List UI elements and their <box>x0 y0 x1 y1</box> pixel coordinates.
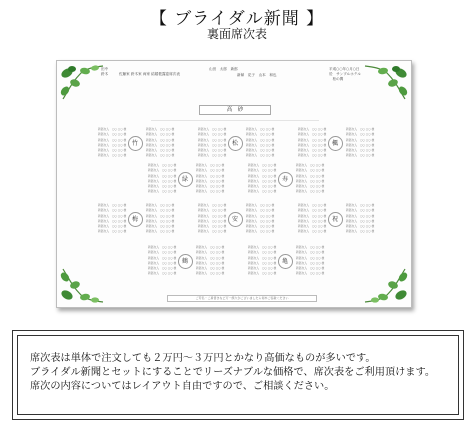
guest-entry: 新郎友人 ○○ ○○ 様 <box>146 203 175 207</box>
guest-entry: 新郎友人 ○○ ○○ 様 <box>198 153 227 158</box>
guest-entry: 新郎友人 ○○ ○○ 様 <box>296 255 325 260</box>
guest-entry: 新郎友人 ○○ ○○ 様 <box>346 218 375 223</box>
guest-entry: 新郎友人 ○○ ○○ 様 <box>248 189 277 194</box>
table-iwai: 祝 <box>328 212 343 227</box>
center-header: 山田 太郎 新郎 <box>209 67 238 71</box>
table-kaede: 楓 <box>328 136 343 151</box>
guest-column <box>198 203 226 235</box>
guest-entry: 新郎友人 ○○ ○○ 様 <box>146 148 175 153</box>
guest-column <box>246 203 274 235</box>
guest-entry: 新郎友人 ○○ ○○ 様 <box>98 132 127 137</box>
guest-entry: 新郎友人 ○○ ○○ 様 <box>246 127 275 131</box>
guest-entry: 新郎友人 ○○ ○○ 様 <box>148 168 177 173</box>
guest-entry: 新郎友人 ○○ ○○ 様 <box>298 203 327 207</box>
guest-entry: 新郎友人 ○○ ○○ 様 <box>296 189 325 194</box>
guest-entry: 新郎友人 ○○ ○○ 様 <box>98 127 127 131</box>
guest-entry: 新郎友人 ○○ ○○ 様 <box>298 224 327 229</box>
right-header <box>329 67 361 82</box>
guest-entry: 新郎友人 ○○ ○○ 様 <box>346 213 375 218</box>
guest-entry: 新郎友人 ○○ ○○ 様 <box>248 168 277 173</box>
guest-entry: 新郎友人 ○○ ○○ 様 <box>148 163 177 167</box>
guest-column <box>296 245 324 277</box>
guest-entry: 新郎友人 ○○ ○○ 様 <box>346 208 375 213</box>
guest-entry: 新郎友人 ○○ ○○ 様 <box>198 218 227 223</box>
guest-entry: 新郎友人 ○○ ○○ 様 <box>148 245 177 249</box>
info-line: 席次表は単体で注文しても２万円〜３万円とかなり高価なものが多いです。 <box>30 353 376 364</box>
guest-entry: 新郎友人 ○○ ○○ 様 <box>146 153 175 158</box>
guest-entry: 新郎友人 ○○ ○○ 様 <box>346 229 375 234</box>
guest-entry: 新郎友人 ○○ ○○ 様 <box>248 266 277 271</box>
guest-entry: 新郎友人 ○○ ○○ 様 <box>296 178 325 183</box>
seating-chart-card: 田中 鈴木 佐藤家 鈴木家 両家 結婚披露宴席次表 山田 太郎 新郎 新婦 花子 山本 和也 平成○○年○月○日 於 サンプルホテル 松の間 高 砂 竹 新郎友人 ○○ ○○ 様 新郎友人 ○○ ○○ 様 新郎友人 ○○ ○○ 様 新郎友人 ○○ ○○ 様 新郎友人 ○○ ○○ 様 新郎友人 ○○ ○○ 様 新郎友人 ○○ ○○ 様 新郎友人 ○○ ○○ 様 新郎友人 ○○ ○○ 様 新郎友人 ○○ ○○ 様 新郎友人 ○○ ○○ 様 新郎友人 ○○ ○○ 様 松 新郎友人 ○○ ○○ 様 新郎友人 ○○ ○○ 様 新郎友人 ○○ ○○ 様 新郎友人 ○○ ○○ 様 新郎友人 ○○ ○○ 様 新郎友人 ○○ ○○ 様 新郎友人 ○○ ○○ 様 新郎友人 ○○ ○○ 様 新郎友人 ○○ ○○ 様 新郎友人 ○○ ○○ 様 新郎友人 ○○ ○○ 様 新郎友人 ○○ ○○ 様 楓 新郎友人 ○○ ○○ 様 新郎友人 ○○ ○○ 様 新郎友人 ○○ ○○ 様 新郎友人 ○○ ○○ 様 新郎友人 ○○ ○○ 様 新郎友人 ○○ ○○ 様 新郎友人 ○○ ○○ 様 新郎友人 ○○ ○○ 様 新郎友人 ○○ ○○ 様 新郎友人 ○○ ○○ 様 新郎友人 ○○ ○○ 様 新郎友人 ○○ ○○ 様 緑 新郎友人 ○○ ○○ 様 新郎友人 ○○ ○○ 様 新郎友人 ○○ ○○ 様 新郎友人 ○○ ○○ 様 新郎友人 ○○ ○○ 様 新郎友人 ○○ ○○ 様 新郎友人 ○○ ○○ 様 新郎友人 ○○ ○○ 様 新郎友人 ○○ ○○ 様 新郎友人 ○○ ○○ 様 新郎友人 ○○ ○○ 様 新郎友人 ○○ ○○ 様 寿 新郎友人 ○○ ○○ 様 新郎友人 ○○ ○○ 様 新郎友人 ○○ ○○ 様 新郎友人 ○○ ○○ 様 新郎友人 ○○ ○○ 様 新郎友人 ○○ ○○ 様 新郎友人 ○○ ○○ 様 新郎友人 ○○ ○○ 様 新郎友人 ○○ ○○ 様 新郎友人 ○○ ○○ 様 新郎友人 ○○ ○○ 様 新郎友人 ○○ ○○ 様 梅 新郎友人 ○○ ○○ 様 新郎友人 ○○ ○○ 様 新郎友人 ○○ ○○ 様 新郎友人 ○○ ○○ 様 新郎友人 ○○ ○○ 様 新郎友人 ○○ ○○ 様 新郎友人 ○○ ○○ 様 新郎友人 ○○ ○○ 様 新郎友人 ○○ ○○ 様 新郎友人 ○○ ○○ 様 新郎友人 ○○ ○○ 様 新郎友人 ○○ ○○ 様 安 新郎友人 ○○ ○○ 様 新郎友人 ○○ ○○ 様 新郎友人 ○○ ○○ 様 新郎友人 ○○ ○○ 様 新郎友人 ○○ ○○ 様 新郎友人 ○○ ○○ 様 新郎友人 ○○ ○○ 様 新郎友人 ○○ ○○ 様 新郎友人 ○○ ○○ 様 新郎友人 ○○ ○○ 様 新郎友人 ○○ ○○ 様 新郎友人 ○○ ○○ 様 祝 新郎友人 ○○ ○○ 様 新郎友人 ○○ ○○ 様 新郎友人 ○○ ○○ 様 新郎友人 ○○ ○○ 様 新郎友人 ○○ ○○ 様 新郎友人 ○○ ○○ 様 新郎友人 ○○ ○○ 様 新郎友人 ○○ ○○ 様 新郎友人 ○○ ○○ 様 新郎友人 ○○ ○○ 様 新郎友人 ○○ ○○ 様 新郎友人 ○○ ○○ 様 鶴 新郎友人 ○○ ○○ 様 新郎友人 ○○ ○○ 様 新郎友人 ○○ ○○ 様 新郎友人 ○○ ○○ 様 新郎友人 ○○ ○○ 様 新郎友人 ○○ ○○ 様 新郎友人 ○○ ○○ 様 新郎友人 ○○ ○○ 様 新郎友人 ○○ ○○ 様 新郎友人 ○○ ○○ 様 新郎友人 ○○ ○○ 様 新郎友人 ○○ ○○ 様 亀 新郎友人 ○○ ○○ 様 新郎友人 ○○ ○○ 様 新郎友人 ○○ ○○ 様 新郎友人 ○○ ○○ 様 新郎友人 ○○ ○○ 様 新郎友人 ○○ ○○ 様 新郎友人 ○○ ○○ 様 新郎友人 ○○ ○○ 様 新郎友人 ○○ ○○ 様 新郎友人 ○○ ○○ 様 新郎友人 ○○ ○○ 様 新郎友人 ○○ ○○ 様 ご芳名・ご肩書きなど万一誤りがございましたら何卒ご容赦ください <box>56 60 412 308</box>
guest-entry: 新郎友人 ○○ ○○ 様 <box>196 189 225 194</box>
guest-entry: 新郎友人 ○○ ○○ 様 <box>346 224 375 229</box>
head-table-guest-row <box>151 119 319 122</box>
info-box <box>12 330 464 420</box>
table-tsuru: 鶴 <box>178 254 193 269</box>
guest-entry: 新郎友人 ○○ ○○ 様 <box>346 153 375 158</box>
guest-entry: 新郎友人 ○○ ○○ 様 <box>196 260 225 265</box>
guest-entry: 新郎友人 ○○ ○○ 様 <box>98 208 127 213</box>
guest-entry: 新郎友人 ○○ ○○ 様 <box>346 132 375 137</box>
guest-column <box>346 203 374 235</box>
guest-entry: 新郎友人 ○○ ○○ 様 <box>298 137 327 142</box>
guest-column <box>148 163 176 195</box>
guest-entry: 新郎友人 ○○ ○○ 様 <box>146 213 175 218</box>
guest-entry: 新郎友人 ○○ ○○ 様 <box>146 132 175 137</box>
guest-entry: 新郎友人 ○○ ○○ 様 <box>246 142 275 147</box>
guest-entry: 新郎友人 ○○ ○○ 様 <box>198 208 227 213</box>
info-line: 席次の内容についてはレイアウト自由ですので、ご相談ください。 <box>30 381 335 392</box>
guest-entry: 新郎友人 ○○ ○○ 様 <box>98 224 127 229</box>
info-inner <box>17 335 459 415</box>
guest-entry: 新郎友人 ○○ ○○ 様 <box>248 250 277 255</box>
guest-entry: 新郎友人 ○○ ○○ 様 <box>148 173 177 178</box>
guest-entry: 新郎友人 ○○ ○○ 様 <box>146 137 175 142</box>
guest-entry: 新郎友人 ○○ ○○ 様 <box>298 153 327 158</box>
guest-entry: 新郎友人 ○○ ○○ 様 <box>196 266 225 271</box>
guest-entry: 新郎友人 ○○ ○○ 様 <box>296 245 325 249</box>
guest-entry: 新郎友人 ○○ ○○ 様 <box>146 218 175 223</box>
guest-column <box>98 127 126 159</box>
guest-entry: 新郎友人 ○○ ○○ 様 <box>196 250 225 255</box>
guest-entry: 新郎友人 ○○ ○○ 様 <box>148 189 177 194</box>
guest-entry: 新郎友人 ○○ ○○ 様 <box>146 208 175 213</box>
ivy-vine-icon <box>59 265 105 305</box>
guest-column <box>148 245 176 277</box>
guest-column <box>246 127 274 159</box>
guest-entry: 新郎友人 ○○ ○○ 様 <box>248 245 277 249</box>
guest-entry: 新郎友人 ○○ ○○ 様 <box>296 250 325 255</box>
guest-entry: 新郎友人 ○○ ○○ 様 <box>98 229 127 234</box>
guest-entry: 新郎友人 ○○ ○○ 様 <box>196 271 225 276</box>
guest-entry: 新郎友人 ○○ ○○ 様 <box>296 173 325 178</box>
guest-entry: 新郎友人 ○○ ○○ 様 <box>248 271 277 276</box>
guest-entry: 新郎友人 ○○ ○○ 様 <box>98 137 127 142</box>
guest-column <box>346 127 374 159</box>
guest-entry: 新郎友人 ○○ ○○ 様 <box>98 213 127 218</box>
guest-entry: 新郎友人 ○○ ○○ 様 <box>298 142 327 147</box>
guest-entry: 新郎友人 ○○ ○○ 様 <box>198 127 227 131</box>
guest-entry: 新郎友人 ○○ ○○ 様 <box>198 224 227 229</box>
guest-entry: 新郎友人 ○○ ○○ 様 <box>346 142 375 147</box>
guest-column <box>298 203 326 235</box>
guest-entry: 新郎友人 ○○ ○○ 様 <box>296 271 325 276</box>
guest-entry: 新郎友人 ○○ ○○ 様 <box>198 148 227 153</box>
guest-column <box>298 127 326 159</box>
guest-column <box>98 203 126 235</box>
guest-entry: 新郎友人 ○○ ○○ 様 <box>196 168 225 173</box>
table-ume: 梅 <box>128 212 143 227</box>
guest-entry: 新郎友人 ○○ ○○ 様 <box>98 148 127 153</box>
guest-entry: 新郎友人 ○○ ○○ 様 <box>198 132 227 137</box>
guest-entry: 新郎友人 ○○ ○○ 様 <box>148 255 177 260</box>
guest-column <box>248 163 276 195</box>
guest-entry: 新郎友人 ○○ ○○ 様 <box>98 218 127 223</box>
head-table: 高 砂 <box>199 105 271 115</box>
guest-column <box>198 127 226 159</box>
footnote: ご芳名・ご肩書きなど万一誤りがございましたら何卒ご容赦ください <box>167 295 317 302</box>
guest-entry: 新郎友人 ○○ ○○ 様 <box>148 178 177 183</box>
guest-entry: 新郎友人 ○○ ○○ 様 <box>196 163 225 167</box>
guest-entry: 新郎友人 ○○ ○○ 様 <box>198 203 227 207</box>
page-title: 【 ブライダル新聞 】 <box>149 9 325 29</box>
guest-entry: 新郎友人 ○○ ○○ 様 <box>98 203 127 207</box>
guest-entry: 新郎友人 ○○ ○○ 様 <box>196 255 225 260</box>
guest-column <box>146 127 174 159</box>
header-room: 松の間 <box>329 77 344 81</box>
guest-entry: 新郎友人 ○○ ○○ 様 <box>148 271 177 276</box>
guest-entry: 新郎友人 ○○ ○○ 様 <box>246 132 275 137</box>
guest-entry: 新郎友人 ○○ ○○ 様 <box>248 184 277 189</box>
table-take: 竹 <box>128 136 143 151</box>
guest-entry: 新郎友人 ○○ ○○ 様 <box>98 153 127 158</box>
guest-entry: 新郎友人 ○○ ○○ 様 <box>346 137 375 142</box>
guest-entry: 新郎友人 ○○ ○○ 様 <box>146 127 175 131</box>
guest-entry: 新郎友人 ○○ ○○ 様 <box>246 218 275 223</box>
guest-entry: 新郎友人 ○○ ○○ 様 <box>148 266 177 271</box>
guest-entry: 新郎友人 ○○ ○○ 様 <box>298 208 327 213</box>
guest-entry: 新郎友人 ○○ ○○ 様 <box>198 229 227 234</box>
guest-entry: 新郎友人 ○○ ○○ 様 <box>248 178 277 183</box>
guest-entry: 新郎友人 ○○ ○○ 様 <box>296 163 325 167</box>
guest-entry: 新郎友人 ○○ ○○ 様 <box>296 266 325 271</box>
guest-column <box>196 245 224 277</box>
guest-entry: 新郎友人 ○○ ○○ 様 <box>248 173 277 178</box>
guest-column <box>296 163 324 195</box>
guest-entry: 新郎友人 ○○ ○○ 様 <box>246 153 275 158</box>
info-line: ブライダル新聞とセットにすることでリーズナブルな価格で、席次表をご利用頂けます。 <box>30 367 436 378</box>
guest-column <box>146 203 174 235</box>
guest-entry: 新郎友人 ○○ ○○ 様 <box>196 178 225 183</box>
guest-entry: 新郎友人 ○○ ○○ 様 <box>346 148 375 153</box>
ivy-vine-icon <box>363 63 409 103</box>
guest-entry: 新郎友人 ○○ ○○ 様 <box>246 208 275 213</box>
guest-entry: 新郎友人 ○○ ○○ 様 <box>246 137 275 142</box>
guest-entry: 新郎友人 ○○ ○○ 様 <box>248 260 277 265</box>
guest-entry: 新郎友人 ○○ ○○ 様 <box>298 127 327 131</box>
header-date: 平成○○年○月○日 <box>329 67 360 71</box>
guest-entry: 新郎友人 ○○ ○○ 様 <box>346 203 375 207</box>
guest-entry: 新郎友人 ○○ ○○ 様 <box>246 203 275 207</box>
guest-entry: 新郎友人 ○○ ○○ 様 <box>246 148 275 153</box>
guest-entry: 新郎友人 ○○ ○○ 様 <box>346 127 375 131</box>
guest-entry: 新郎友人 ○○ ○○ 様 <box>146 142 175 147</box>
guest-entry: 新郎友人 ○○ ○○ 様 <box>246 224 275 229</box>
guest-entry: 新郎友人 ○○ ○○ 様 <box>298 132 327 137</box>
guest-entry: 新郎友人 ○○ ○○ 様 <box>196 173 225 178</box>
guest-entry: 新郎友人 ○○ ○○ 様 <box>246 213 275 218</box>
ivy-vine-icon <box>59 63 105 103</box>
guest-entry: 新郎友人 ○○ ○○ 様 <box>146 224 175 229</box>
guest-entry: 新郎友人 ○○ ○○ 様 <box>298 229 327 234</box>
table-kotobuki: 寿 <box>278 172 293 187</box>
guest-entry: 新郎友人 ○○ ○○ 様 <box>198 137 227 142</box>
guest-entry: 新郎友人 ○○ ○○ 様 <box>298 218 327 223</box>
guest-entry: 新郎友人 ○○ ○○ 様 <box>246 229 275 234</box>
guest-entry: 新郎友人 ○○ ○○ 様 <box>148 184 177 189</box>
guest-entry: 新郎友人 ○○ ○○ 様 <box>198 213 227 218</box>
guest-entry: 新郎友人 ○○ ○○ 様 <box>196 245 225 249</box>
guest-entry: 新郎友人 ○○ ○○ 様 <box>296 260 325 265</box>
header-family-1: 田中 <box>101 67 109 71</box>
guest-entry: 新郎友人 ○○ ○○ 様 <box>146 229 175 234</box>
guest-entry: 新郎友人 ○○ ○○ 様 <box>98 142 127 147</box>
guest-entry: 新郎友人 ○○ ○○ 様 <box>198 142 227 147</box>
table-midori: 緑 <box>178 172 193 187</box>
header-venue: 於 サンプルホテル <box>329 72 361 76</box>
guest-entry: 新郎友人 ○○ ○○ 様 <box>296 168 325 173</box>
guest-entry: 新郎友人 ○○ ○○ 様 <box>196 184 225 189</box>
guest-entry: 新郎友人 ○○ ○○ 様 <box>248 255 277 260</box>
table-yasu: 安 <box>228 212 243 227</box>
header-family-2: 鈴木 <box>101 72 109 76</box>
page-subtitle: 裏面席次表 <box>206 27 267 41</box>
guest-entry: 新郎友人 ○○ ○○ 様 <box>248 163 277 167</box>
header-event-name: 佐藤家 鈴木家 両家 結婚披露宴席次表 <box>119 72 180 76</box>
guest-entry: 新郎友人 ○○ ○○ 様 <box>298 213 327 218</box>
left-header <box>101 67 108 77</box>
table-kame: 亀 <box>278 254 293 269</box>
guest-entry: 新郎友人 ○○ ○○ 様 <box>298 148 327 153</box>
table-matsu: 松 <box>228 136 243 151</box>
guest-entry: 新郎友人 ○○ ○○ 様 <box>296 184 325 189</box>
guest-entry: 新郎友人 ○○ ○○ 様 <box>148 250 177 255</box>
ivy-vine-icon <box>363 265 409 305</box>
guest-column <box>248 245 276 277</box>
guest-entry: 新郎友人 ○○ ○○ 様 <box>148 260 177 265</box>
guest-column <box>196 163 224 195</box>
